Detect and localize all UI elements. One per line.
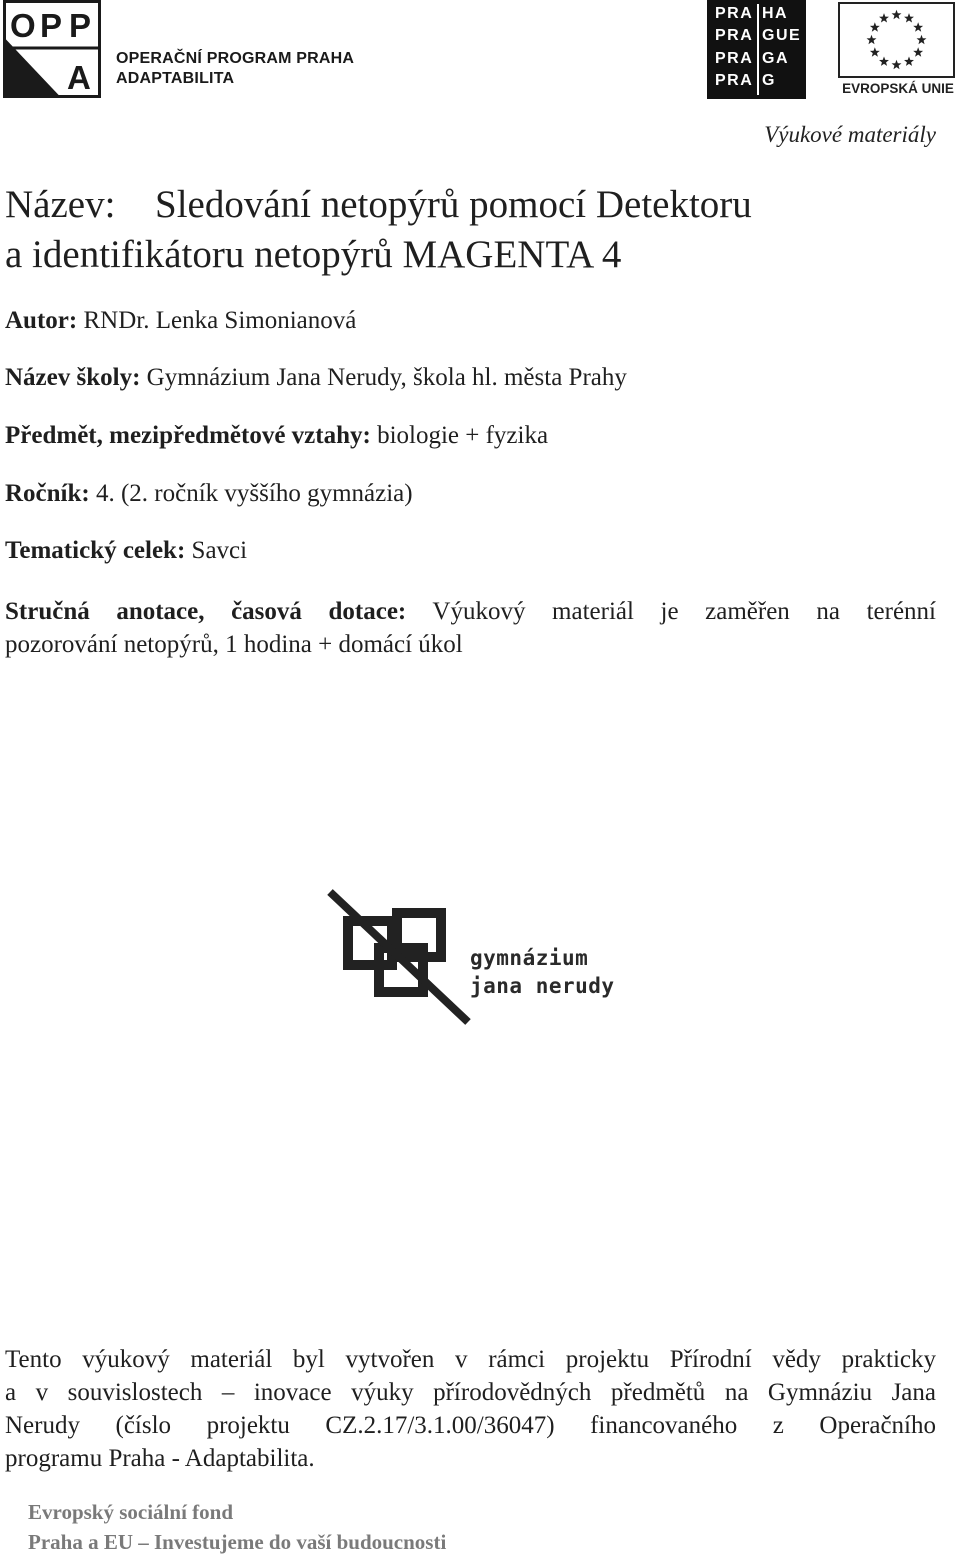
opp-letter-p1: P	[40, 7, 63, 44]
praha-row-right: HA	[762, 5, 789, 22]
title-text-2: a identifikátoru netopýrů MAGENTA 4	[5, 233, 622, 276]
field-topic-value: Savci	[191, 537, 248, 564]
eu-flag-icon	[838, 2, 955, 78]
field-topic-label: Tematický celek:	[5, 537, 186, 564]
field-annotation-value-2: pozorování netopýrů, 1 hodina + domácí úkol	[5, 631, 463, 658]
eu-logo-text: EVROPSKÁ UNIE	[842, 81, 954, 96]
praha-row-left: PRA	[715, 50, 754, 67]
praha-row-left: PRA	[715, 72, 754, 89]
eu-star-icon	[892, 10, 902, 19]
opp-letter-o: O	[10, 7, 36, 44]
footer-line-1: Evropský sociální fond	[28, 1500, 234, 1524]
school-logo-line2: jana nerudy	[470, 974, 615, 998]
praha-logo-row	[707, 2, 806, 24]
field-annotation-label: Stručná anotace, časová dotace:	[5, 598, 407, 625]
field-author	[5, 307, 356, 335]
opp-logo-line2: ADAPTABILITA	[116, 70, 235, 87]
praha-logo-row	[707, 47, 806, 69]
praha-logo-row	[707, 24, 806, 46]
eu-logo	[836, 0, 960, 100]
praha-logo-row	[707, 69, 806, 91]
praha-row-left: PRA	[715, 27, 754, 44]
field-topic	[5, 537, 247, 565]
school-logo-line1: gymnázium	[470, 946, 589, 970]
annotation-line-1	[5, 595, 936, 628]
school-logo-mark	[326, 888, 476, 1028]
eu-stars-icon	[840, 4, 953, 76]
title-text-1: Sledování netopýrů pomocí Detektoru	[155, 183, 752, 226]
title-prefix: Název:	[5, 183, 116, 226]
praha-row-right: GUE	[762, 27, 802, 44]
field-subject	[5, 422, 548, 450]
field-school	[5, 364, 627, 392]
field-grade-value: 4. (2. ročník vyššího gymnázia)	[95, 480, 413, 507]
praha-row-right: GA	[762, 50, 789, 67]
field-annotation-value-1: Výukový materiál je zaměřen na terénní	[432, 598, 936, 625]
project-line-3: Nerudy (číslo projektu CZ.2.17/3.1.00/36047) financovaného z Operačního	[5, 1412, 936, 1439]
opp-letter-a: A	[67, 59, 91, 96]
field-school-label: Název školy:	[5, 364, 141, 391]
field-grade-label: Ročník:	[5, 480, 90, 507]
footer-line-2: Praha a EU – Investujeme do vaší budoucnosti	[28, 1530, 447, 1554]
project-line-1: Tento výukový materiál byl vytvořen v rámci projektu Přírodní vědy prakticky	[5, 1346, 936, 1373]
praha-row-right: G	[762, 72, 776, 89]
field-subject-value: biologie + fyzika	[377, 422, 549, 449]
page-title	[5, 180, 945, 280]
materials-label: Výukové materiály	[764, 122, 936, 147]
eu-star-icon	[913, 47, 923, 56]
eu-star-icon	[904, 13, 914, 22]
eu-star-icon	[892, 60, 902, 69]
field-author-label: Autor:	[5, 307, 78, 334]
field-grade	[5, 480, 413, 508]
opp-logo-line1: OPERAČNÍ PROGRAM PRAHA	[116, 50, 355, 67]
opp-letter-p2: P	[69, 7, 92, 44]
eu-star-icon	[913, 22, 923, 31]
eu-star-icon	[879, 56, 889, 65]
project-line-2: a v souvislostech – inovace výuky přírodovědných předmětů na Gymnáziu Jana	[5, 1379, 936, 1406]
project-paragraph	[5, 1343, 936, 1475]
project-line-4: programu Praha - Adaptabilita.	[5, 1445, 315, 1472]
opp-logo	[3, 0, 355, 100]
praha-logo	[707, 0, 806, 99]
eu-star-icon	[917, 35, 927, 44]
eu-star-icon	[867, 35, 877, 44]
school-logo	[326, 888, 626, 1028]
eu-star-icon	[870, 47, 880, 56]
field-subject-label: Předmět, mezipředmětové vztahy:	[5, 422, 371, 449]
eu-star-icon	[879, 13, 889, 22]
eu-star-icon	[904, 56, 914, 65]
field-author-value: RNDr. Lenka Simonianová	[83, 307, 357, 334]
eu-star-icon	[870, 22, 880, 31]
praha-row-left: PRA	[715, 5, 754, 22]
field-school-value: Gymnázium Jana Nerudy, škola hl. města Prahy	[146, 364, 627, 391]
field-annotation	[5, 595, 936, 661]
opp-logo-mark	[3, 0, 101, 98]
title-line-1	[5, 180, 945, 230]
